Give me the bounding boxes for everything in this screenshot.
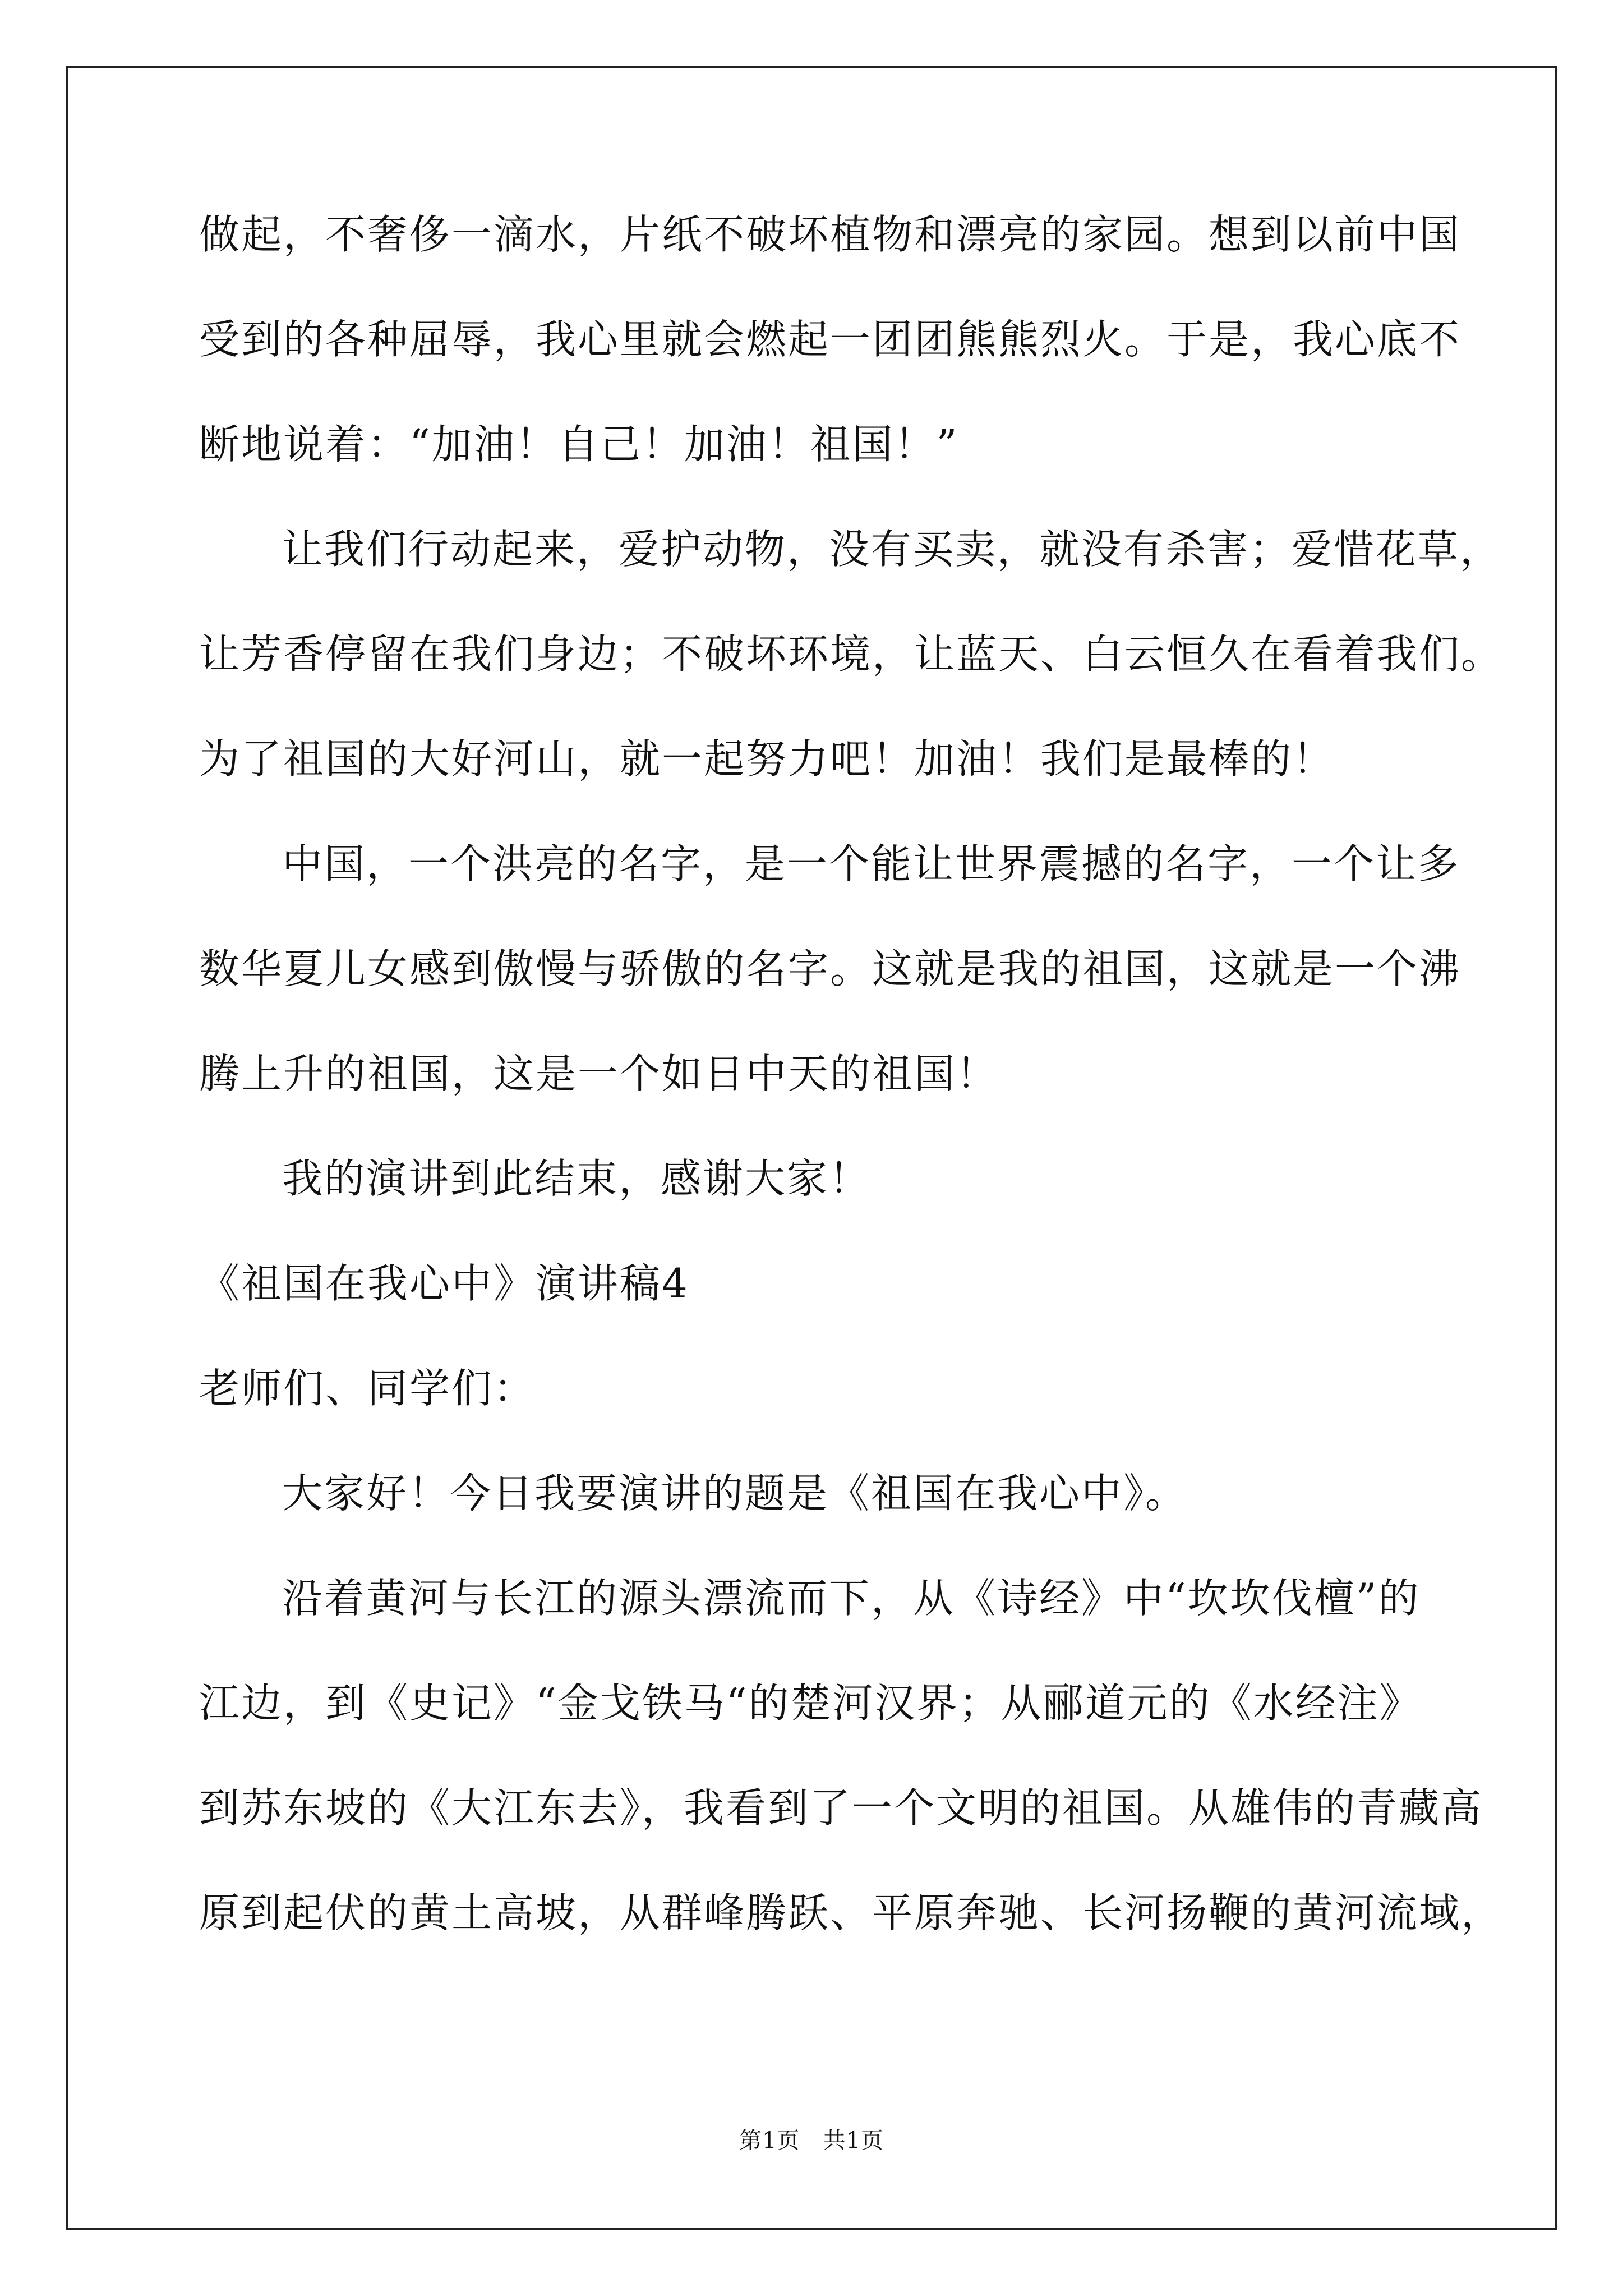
paragraph-line: 腾上升的祖国，这是一个如日中天的祖国！ [199,1050,999,1097]
page-number: 第1页 共1页 [739,2128,884,2154]
paragraph-line: 沿着黄河与长江的源头漂流而下，从《诗经》中“坎坎伐檀”的 [282,1575,1421,1622]
paragraph-line: 我的演讲到此结束，感谢大家！ [282,1155,872,1202]
paragraph-line: 江边，到《史记》“金戈铁马“的楚河汉界；从郦道元的《水经注》 [199,1680,1422,1727]
paragraph-line: 为了祖国的大好河山，就一起努力吧！加油！我们是最棒的！ [199,735,1335,783]
paragraph-line: 到苏东坡的《大江东去》，我看到了一个文明的祖国。从雄伟的青藏高 [199,1784,1483,1832]
paragraph-line: 做起，不奢侈一滴水，片纸不破坏植物和漂亮的家园。想到以前中国 [199,211,1461,258]
paragraph-line: 断地说着：“加油！自己！加油！祖国！” [199,421,959,468]
paragraph-line: 受到的各种屈辱，我心里就会燃起一团团熊熊烈火。于是，我心底不 [199,316,1461,363]
salutation: 老师们、同学们： [199,1365,536,1412]
paragraph-line: 中国，一个洪亮的名字，是一个能让世界震撼的名字，一个让多 [282,840,1460,887]
section-title: 《祖国在我心中》演讲稿4 [199,1260,689,1307]
paragraph-line: 原到起伏的黄土高坡，从群峰腾跃、平原奔驰、长河扬鞭的黄河流域， [199,1889,1504,1936]
paragraph-line: 大家好！今日我要演讲的题是《祖国在我心中》。 [282,1470,1188,1517]
paragraph-line: 让我们行动起来，爱护动物，没有买卖，就没有杀害；爱惜花草， [282,526,1502,573]
paragraph-line: 让芳香停留在我们身边；不破坏环境，让蓝天、白云恒久在看着我们。 [199,631,1504,678]
paragraph-line: 数华夏儿女感到傲慢与骄傲的名字。这就是我的祖国，这就是一个沸 [199,945,1461,992]
